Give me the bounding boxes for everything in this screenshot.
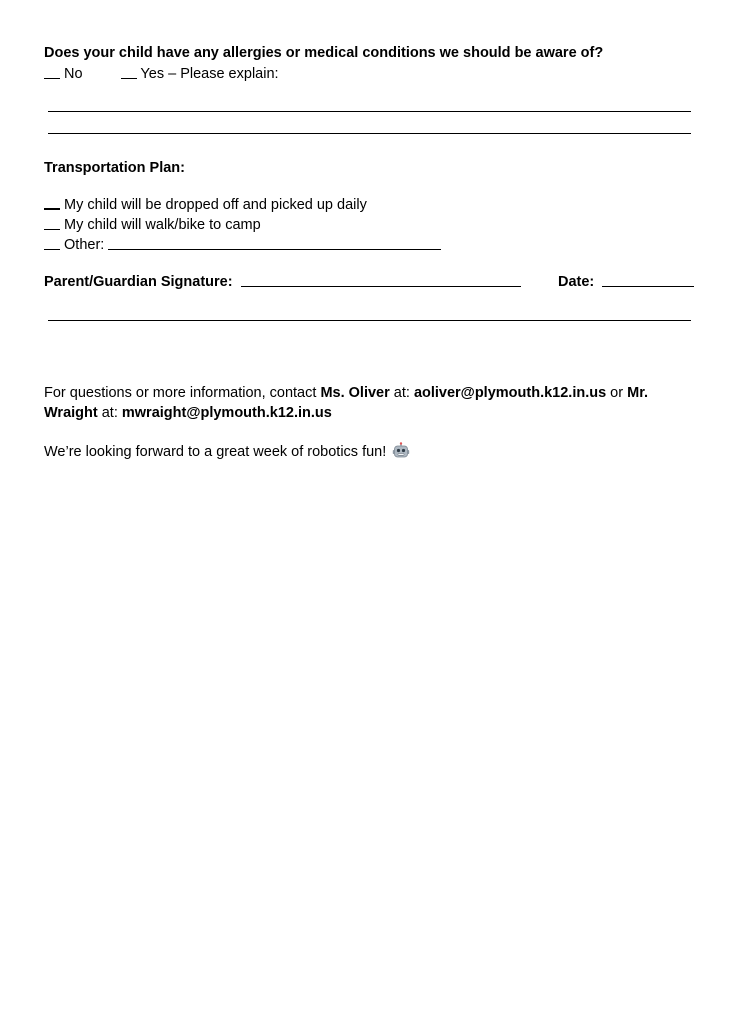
contact-email-oliver[interactable]: aoliver@plymouth.k12.in.us bbox=[413, 385, 607, 401]
date-row bbox=[558, 274, 694, 290]
other-input-line[interactable] bbox=[108, 249, 441, 250]
other-checkbox-blank[interactable] bbox=[44, 249, 60, 250]
contact-intro: For questions or more information, contact bbox=[44, 385, 321, 401]
signature-line[interactable] bbox=[241, 286, 521, 287]
contact-line-1 bbox=[44, 385, 648, 401]
date-label: Date: bbox=[558, 274, 595, 290]
no-checkbox-blank[interactable] bbox=[44, 78, 60, 79]
closing-text: We’re looking forward to a great week of robotics fun! bbox=[44, 444, 387, 460]
explain-line-1[interactable] bbox=[48, 111, 691, 112]
walk-label: My child will walk/bike to camp bbox=[64, 217, 261, 233]
date-line[interactable] bbox=[602, 286, 694, 287]
option-yes-label: Yes – Please explain: bbox=[140, 66, 279, 82]
closing-line bbox=[44, 442, 410, 463]
contact-or: or bbox=[606, 385, 628, 401]
signature-row bbox=[44, 274, 521, 290]
explain-line-2[interactable] bbox=[48, 133, 691, 134]
dropoff-label: My child will be dropped off and picked up daily bbox=[64, 197, 367, 213]
transport-option-walk bbox=[44, 217, 261, 233]
contact-name-wraight-title: Mr. bbox=[627, 385, 649, 401]
walk-checkbox-blank[interactable] bbox=[44, 229, 60, 230]
contact-email-wraight[interactable]: mwraight@plymouth.k12.in.us bbox=[121, 405, 332, 421]
contact-line-2 bbox=[44, 405, 332, 421]
transportation-heading: Transportation Plan: bbox=[44, 160, 185, 176]
signature-label: Parent/Guardian Signature: bbox=[44, 274, 233, 290]
medical-question: Does your child have any allergies or medical conditions we should be aware of? bbox=[44, 45, 604, 61]
dropoff-checkbox-blank[interactable] bbox=[44, 208, 60, 210]
yes-checkbox-blank[interactable] bbox=[121, 78, 137, 79]
robot-face-icon bbox=[392, 442, 410, 463]
medical-options-row bbox=[44, 66, 279, 82]
contact-name-wraight: Wraight bbox=[44, 405, 98, 421]
contact-name-oliver: Ms. Oliver bbox=[320, 385, 390, 401]
signature-divider-line bbox=[48, 320, 691, 321]
transport-option-other bbox=[44, 237, 441, 253]
contact-at-2: at: bbox=[97, 405, 122, 421]
contact-at-1: at: bbox=[389, 385, 414, 401]
other-label: Other: bbox=[64, 237, 105, 253]
option-no-label: No bbox=[64, 66, 83, 82]
transport-option-dropoff bbox=[44, 197, 367, 213]
